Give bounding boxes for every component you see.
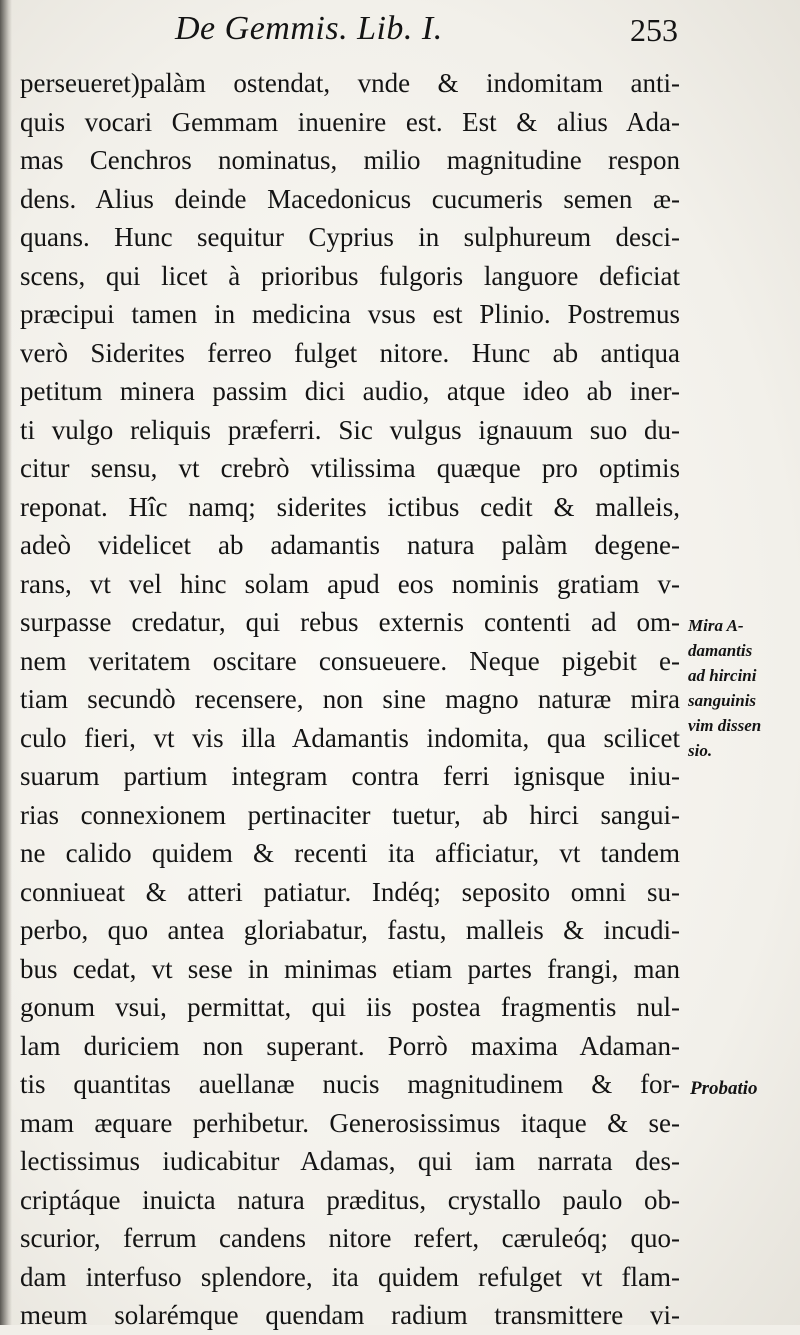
page-number: 253: [630, 12, 678, 48]
margin-note-line: sio.: [688, 741, 713, 760]
text-line: tiam secundò recensere, non sine magno naturæ mira: [20, 684, 680, 714]
text-line: dam interfuso splendore, ita quidem refulget vt flam-: [20, 1261, 680, 1292]
text-line: scurior, ferrum candens nitore refert, cæruleóq; quo-: [20, 1223, 680, 1253]
text-line: mam æquare perhibetur. Generosissimus itaque & se-: [20, 1107, 680, 1138]
text-line: perseueret)palàm ostendat, vnde & indomitam anti-: [20, 68, 680, 98]
page-header: [0, 6, 800, 58]
text-line: ne calido quidem & recenti ita afficiatur, vt tandem: [20, 838, 680, 868]
text-line: culo fieri, vt vis illa Adamantis indomita, qua scilicet: [20, 722, 680, 753]
margin-note-line: vim dissen: [688, 716, 762, 735]
text-line: conniueat & atteri patiatur. Indéq; seposito omni su-: [20, 876, 680, 907]
text-line: bus cedat, vt sese in minimas etiam partes frangi, man: [20, 953, 680, 984]
text-line: scens, qui licet à prioribus fulgoris languore deficiat: [20, 260, 680, 291]
text-line: rias connexionem pertinaciter tuetur, ab hirci sangui-: [20, 799, 680, 830]
text-line: lam duriciem non superant. Porrò maxima Adaman-: [20, 1030, 680, 1061]
text-line: citur sensu, vt crebrò vtilissima quæque pro optimis: [20, 453, 680, 483]
text-line: petitum minera passim dici audio, atque ideo ab iner-: [20, 376, 680, 406]
text-line: surpasse credatur, qui rebus externis contenti ad om-: [20, 607, 680, 637]
running-head: De Gemmis. Lib. I.: [175, 10, 443, 47]
text-line: rans, vt vel hinc solam apud eos nominis gratiam v-: [20, 568, 680, 599]
page-gutter-shadow: [0, 0, 12, 1325]
margin-notes: [688, 0, 800, 1325]
text-line: criptáque inuicta natura præditus, crystallo paulo ob-: [20, 1184, 680, 1215]
margin-note-probatio: Probatio: [690, 1078, 758, 1099]
text-line: tis quantitas auellanæ nucis magnitudinem & for-: [20, 1069, 680, 1099]
text-line: meum solarémque quendam radium transmittere vi-: [20, 1300, 680, 1330]
text-line: nem veritatem oscitare consueuere. Neque pigebit e-: [20, 645, 680, 676]
text-line: suarum partium integram contra ferri ignisque iniu-: [20, 761, 680, 791]
margin-note-line: ad hircini: [688, 666, 757, 685]
text-line: dens. Alius deinde Macedonicus cucumeris semen æ-: [20, 183, 680, 214]
text-line: præcipui tamen in medicina vsus est Plinio. Postremus: [20, 299, 680, 329]
margin-note-line: sanguinis: [688, 691, 757, 710]
text-line: gonum vsui, permittat, qui iis postea fragmentis nul-: [20, 992, 680, 1022]
text-line: perbo, quo antea gloriabatur, fastu, malleis & incudi-: [20, 915, 680, 945]
margin-note-line: Mira A-: [688, 616, 744, 635]
text-line: ti vulgo reliquis præferri. Sic vulgus ignauum suo du-: [20, 414, 680, 445]
text-line: lectissimus iudicabitur Adamas, qui iam narrata des-: [20, 1146, 680, 1176]
text-line: adeò videlicet ab adamantis natura palàm degene-: [20, 530, 680, 560]
margin-note-mira-adamantis: [688, 613, 761, 763]
margin-note-line: damantis: [688, 641, 753, 660]
main-text-block: [20, 64, 680, 1335]
text-line: verò Siderites ferreo fulget nitore. Hunc ab antiqua: [20, 337, 680, 368]
text-line: mas Cenchros nominatus, milio magnitudine respon: [20, 145, 680, 175]
text-line: reponat. Hîc namq; siderites ictibus cedit & malleis,: [20, 491, 680, 522]
text-line: quis vocari Gemmam inuenire est. Est & alius Ada-: [20, 106, 680, 137]
text-line: quans. Hunc sequitur Cyprius in sulphureum desci-: [20, 222, 680, 252]
